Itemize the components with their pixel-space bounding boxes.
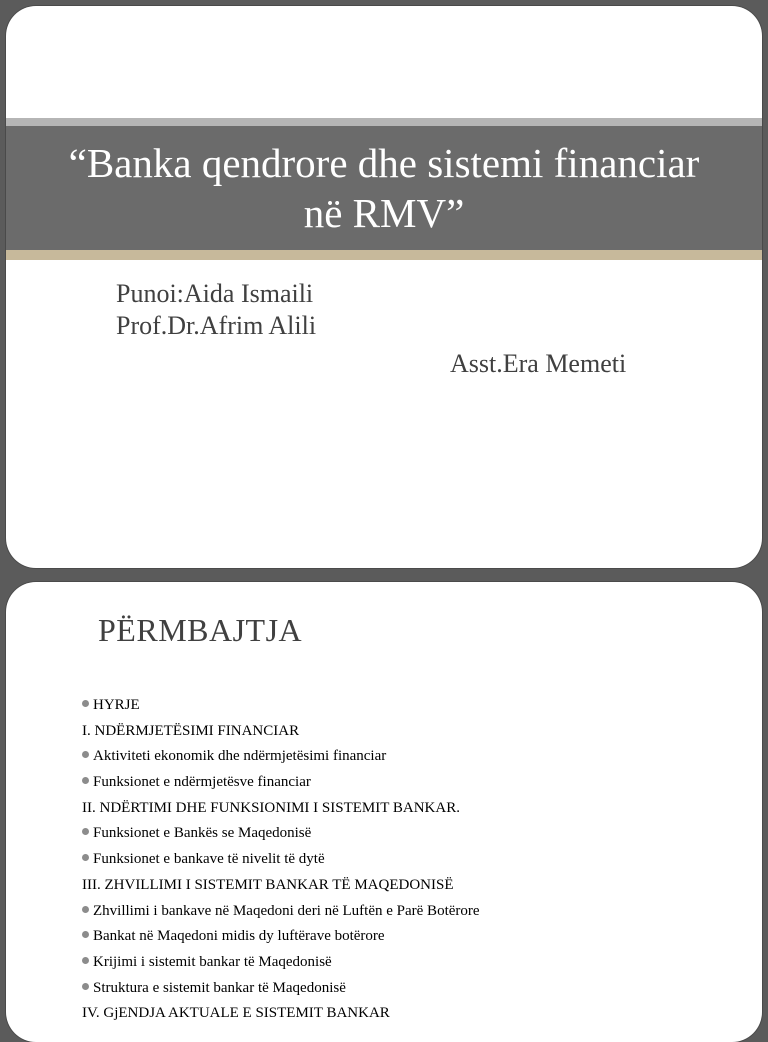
title-bottom-rule: [6, 250, 762, 260]
contents-item-text: II. NDËRTIMI DHE FUNKSIONIMI I SISTEMIT BANKAR.: [82, 799, 460, 816]
title-slide[interactable]: [6, 6, 762, 568]
contents-item: [82, 693, 480, 719]
contents-item: [82, 899, 480, 925]
bullet-icon: [82, 931, 89, 938]
bullet-icon: [82, 777, 89, 784]
contents-section-heading: [82, 1001, 480, 1027]
bullet-icon: [82, 983, 89, 990]
contents-section-heading: [82, 873, 480, 899]
contents-item-text: Funksionet e ndërmjetësve financiar: [93, 774, 311, 791]
contents-item-text: HYRJE: [93, 697, 140, 713]
bullet-icon: [82, 906, 89, 913]
contents-item: [82, 976, 480, 1002]
contents-list: [82, 693, 480, 1027]
contents-item-text: Bankat në Maqedoni midis dy luftërave botërore: [93, 928, 385, 945]
contents-item: [82, 744, 480, 770]
contents-section-heading: [82, 719, 480, 745]
title-band: [6, 126, 762, 250]
contents-item-text: Aktiviteti ekonomik dhe ndërmjetësimi financiar: [93, 748, 387, 765]
contents-item: [82, 950, 480, 976]
contents-item-text: Zhvillimi i bankave në Maqedoni deri në Luftën e Parë Botërore: [93, 902, 480, 919]
contents-item: [82, 924, 480, 950]
bullet-icon: [82, 751, 89, 758]
slide-title-line-2: në RMV”: [303, 190, 465, 236]
bullet-icon: [82, 957, 89, 964]
contents-item: [82, 821, 480, 847]
contents-item: [82, 847, 480, 873]
contents-item: [82, 770, 480, 796]
bullet-icon: [82, 700, 89, 707]
contents-item-text: I. NDËRMJETËSIMI FINANCIAR: [82, 722, 300, 739]
contents-item-text: IV. GjENDJA AKTUALE E SISTEMIT BANKAR: [82, 1005, 390, 1022]
contents-item-text: Funksionet e Bankës se Maqedonisë: [93, 825, 312, 842]
bullet-icon: [82, 854, 89, 861]
slide-title-line-1: “Banka qendrore dhe sistemi financiar: [68, 140, 700, 186]
contents-section-heading: [82, 796, 480, 822]
contents-item-text: Struktura e sistemit bankar të Maqedonisë: [93, 979, 346, 996]
contents-slide[interactable]: [6, 582, 762, 1042]
contents-heading: PËRMBAJTJA: [98, 612, 303, 648]
title-top-rule: [6, 118, 762, 126]
assistant-line: Asst.Era Memeti: [450, 349, 627, 378]
contents-item-text: III. ZHVILLIMI I SISTEMIT BANKAR TË MAQEDONISË: [82, 876, 454, 893]
contents-item-text: Krijimi i sistemit bankar të Maqedonisë: [93, 953, 332, 970]
contents-item-text: Funksionet e bankave të nivelit të dytë: [93, 851, 325, 868]
bullet-icon: [82, 828, 89, 835]
author-line: Punoi:Aida Ismaili: [116, 279, 314, 308]
professor-line: Prof.Dr.Afrim Alili: [116, 311, 317, 340]
